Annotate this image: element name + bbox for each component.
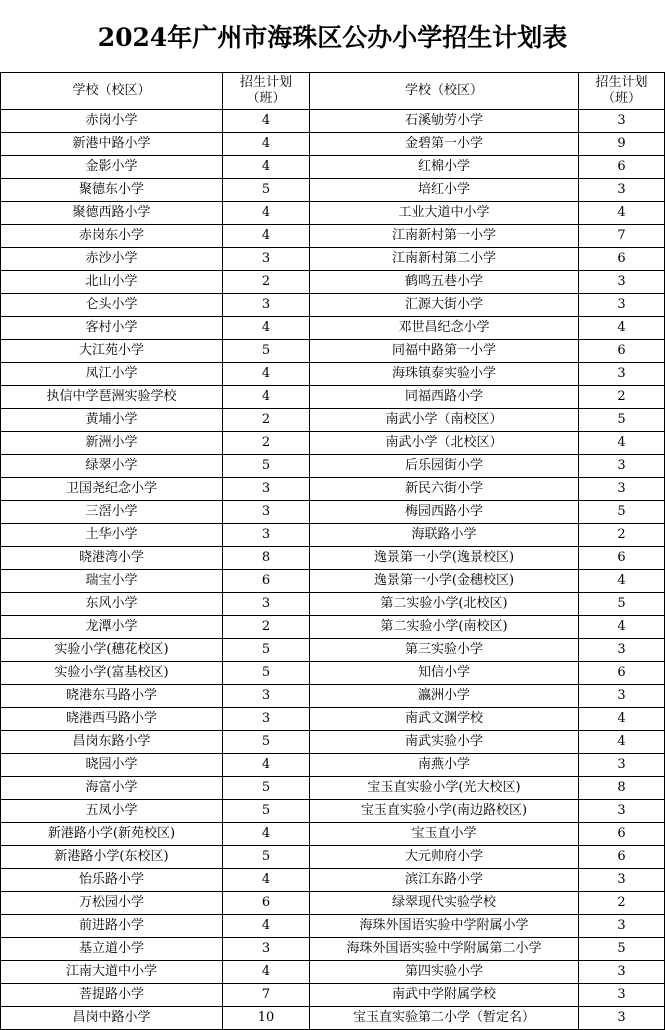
plan-left-cell: 6: [223, 892, 310, 915]
table-row: [1, 915, 665, 938]
school-right-cell: 宝玉直小学: [310, 823, 579, 846]
header-plan-left-line1: 招生计划: [239, 75, 292, 90]
school-right-cell: 南武小学（北校区）: [310, 432, 579, 455]
plan-left-cell: 5: [223, 662, 310, 685]
table-row: [1, 386, 665, 409]
school-right-cell: 南武文渊学校: [310, 708, 579, 731]
school-left-cell: 东风小学: [1, 593, 223, 616]
plan-right-cell: 6: [579, 846, 665, 869]
table-row: [1, 754, 665, 777]
table-header-row: [1, 73, 665, 110]
school-right-cell: 南燕小学: [310, 754, 579, 777]
school-left-cell: 晓园小学: [1, 754, 223, 777]
school-left-cell: 前进路小学: [1, 915, 223, 938]
plan-left-cell: 2: [223, 271, 310, 294]
table-row: [1, 593, 665, 616]
plan-right-cell: 8: [579, 777, 665, 800]
plan-left-cell: 5: [223, 777, 310, 800]
school-left-cell: 菩提路小学: [1, 984, 223, 1007]
school-left-cell: 昌岗中路小学: [1, 1007, 223, 1030]
school-left-cell: 新港中路小学: [1, 133, 223, 156]
school-left-cell: 仑头小学: [1, 294, 223, 317]
header-school-right: 学校（校区）: [310, 73, 579, 110]
school-left-cell: 海富小学: [1, 777, 223, 800]
plan-left-cell: 3: [223, 593, 310, 616]
school-left-cell: 卫国尧纪念小学: [1, 478, 223, 501]
table-row: [1, 961, 665, 984]
school-left-cell: 五凤小学: [1, 800, 223, 823]
plan-left-cell: 10: [223, 1007, 310, 1030]
plan-left-cell: 5: [223, 846, 310, 869]
table-row: [1, 547, 665, 570]
table-row: [1, 662, 665, 685]
school-left-cell: 新港路小学(新苑校区): [1, 823, 223, 846]
plan-left-cell: 3: [223, 501, 310, 524]
table-row: [1, 156, 665, 179]
table-row: [1, 938, 665, 961]
school-right-cell: 南武中学附属学校: [310, 984, 579, 1007]
school-right-cell: 逸景第一小学(逸景校区): [310, 547, 579, 570]
plan-right-cell: 4: [579, 317, 665, 340]
table-row: [1, 409, 665, 432]
school-left-cell: 晓港西马路小学: [1, 708, 223, 731]
school-right-cell: 宝玉直实验第二小学（暂定名）: [310, 1007, 579, 1030]
plan-left-cell: 4: [223, 133, 310, 156]
table-row: [1, 432, 665, 455]
school-right-cell: 海珠外国语实验中学附属第二小学: [310, 938, 579, 961]
school-left-cell: 新洲小学: [1, 432, 223, 455]
school-left-cell: 绿翠小学: [1, 455, 223, 478]
school-right-cell: 梅园西路小学: [310, 501, 579, 524]
plan-right-cell: 3: [579, 179, 665, 202]
school-left-cell: 昌岗东路小学: [1, 731, 223, 754]
school-left-cell: 大江苑小学: [1, 340, 223, 363]
school-left-cell: 基立道小学: [1, 938, 223, 961]
school-right-cell: 培红小学: [310, 179, 579, 202]
plan-right-cell: 4: [579, 731, 665, 754]
plan-right-cell: 3: [579, 294, 665, 317]
school-right-cell: 江南新村第二小学: [310, 248, 579, 271]
school-right-cell: 宝玉直实验小学(光大校区): [310, 777, 579, 800]
plan-left-cell: 5: [223, 340, 310, 363]
table-row: [1, 363, 665, 386]
school-right-cell: 江南新村第一小学: [310, 225, 579, 248]
school-left-cell: 凤江小学: [1, 363, 223, 386]
school-left-cell: 实验小学(穗花校区): [1, 639, 223, 662]
table-row: [1, 823, 665, 846]
plan-right-cell: 3: [579, 869, 665, 892]
table-row: [1, 639, 665, 662]
school-left-cell: 实验小学(富基校区): [1, 662, 223, 685]
school-right-cell: 第二实验小学(北校区): [310, 593, 579, 616]
plan-right-cell: 6: [579, 547, 665, 570]
header-plan-right: [579, 73, 665, 110]
plan-right-cell: 3: [579, 110, 665, 133]
plan-left-cell: 2: [223, 432, 310, 455]
table-row: [1, 800, 665, 823]
school-right-cell: 石溪劬劳小学: [310, 110, 579, 133]
school-right-cell: 鹤鸣五巷小学: [310, 271, 579, 294]
plan-left-cell: 3: [223, 708, 310, 731]
school-right-cell: 瀛洲小学: [310, 685, 579, 708]
plan-left-cell: 8: [223, 547, 310, 570]
plan-left-cell: 4: [223, 961, 310, 984]
school-left-cell: 赤岗小学: [1, 110, 223, 133]
plan-right-cell: 7: [579, 225, 665, 248]
school-right-cell: 南武小学（南校区）: [310, 409, 579, 432]
plan-right-cell: 9: [579, 133, 665, 156]
plan-left-cell: 2: [223, 409, 310, 432]
table-row: [1, 869, 665, 892]
plan-right-cell: 6: [579, 248, 665, 271]
table-row: [1, 616, 665, 639]
header-plan-right-line1: 招生计划: [595, 75, 648, 90]
plan-left-cell: 3: [223, 524, 310, 547]
school-left-cell: 晓港湾小学: [1, 547, 223, 570]
school-right-cell: 海珠镇泰实验小学: [310, 363, 579, 386]
header-school-left: 学校（校区）: [1, 73, 223, 110]
school-right-cell: 滨江东路小学: [310, 869, 579, 892]
plan-left-cell: 4: [223, 110, 310, 133]
plan-left-cell: 4: [223, 823, 310, 846]
page-title: 2024年广州市海珠区公办小学招生计划表: [97, 23, 568, 52]
table-row: [1, 501, 665, 524]
plan-right-cell: 3: [579, 478, 665, 501]
plan-right-cell: 6: [579, 662, 665, 685]
table-row: [1, 271, 665, 294]
plan-right-cell: 4: [579, 708, 665, 731]
header-plan-left-line2: （班）: [246, 91, 286, 106]
plan-right-cell: 5: [579, 501, 665, 524]
school-left-cell: 聚德东小学: [1, 179, 223, 202]
school-right-cell: 金碧第一小学: [310, 133, 579, 156]
plan-left-cell: 3: [223, 478, 310, 501]
plan-right-cell: 4: [579, 202, 665, 225]
school-right-cell: 第三实验小学: [310, 639, 579, 662]
plan-left-cell: 4: [223, 869, 310, 892]
plan-right-cell: 3: [579, 455, 665, 478]
header-plan-left: [223, 73, 310, 110]
table-row: [1, 455, 665, 478]
plan-left-cell: 3: [223, 248, 310, 271]
table-body: [1, 110, 665, 1030]
school-left-cell: 客村小学: [1, 317, 223, 340]
table-row: [1, 294, 665, 317]
plan-right-cell: 5: [579, 593, 665, 616]
school-right-cell: 同福中路第一小学: [310, 340, 579, 363]
plan-right-cell: 3: [579, 1007, 665, 1030]
plan-right-cell: 4: [579, 432, 665, 455]
table-row: [1, 570, 665, 593]
school-right-cell: 邓世昌纪念小学: [310, 317, 579, 340]
plan-left-cell: 4: [223, 317, 310, 340]
plan-right-cell: 4: [579, 616, 665, 639]
plan-left-cell: 3: [223, 294, 310, 317]
school-right-cell: 绿翠现代实验学校: [310, 892, 579, 915]
plan-left-cell: 4: [223, 202, 310, 225]
school-right-cell: 后乐园街小学: [310, 455, 579, 478]
table-row: [1, 892, 665, 915]
plan-right-cell: 5: [579, 938, 665, 961]
school-left-cell: 聚德西路小学: [1, 202, 223, 225]
school-left-cell: 怡乐路小学: [1, 869, 223, 892]
school-right-cell: 工业大道中小学: [310, 202, 579, 225]
plan-left-cell: 4: [223, 386, 310, 409]
plan-right-cell: 3: [579, 754, 665, 777]
school-right-cell: 大元帅府小学: [310, 846, 579, 869]
plan-right-cell: 3: [579, 685, 665, 708]
school-left-cell: 新港路小学(东校区): [1, 846, 223, 869]
table-row: [1, 110, 665, 133]
table-row: [1, 225, 665, 248]
plan-right-cell: 5: [579, 409, 665, 432]
enrollment-plan-table: [0, 72, 665, 1030]
school-right-cell: 宝玉直实验小学(南边路校区): [310, 800, 579, 823]
table-row: [1, 179, 665, 202]
table-row: [1, 524, 665, 547]
school-right-cell: 海联路小学: [310, 524, 579, 547]
plan-left-cell: 5: [223, 639, 310, 662]
plan-right-cell: 3: [579, 800, 665, 823]
table-row: [1, 317, 665, 340]
plan-left-cell: 3: [223, 938, 310, 961]
plan-right-cell: 3: [579, 915, 665, 938]
school-left-cell: 三滘小学: [1, 501, 223, 524]
school-left-cell: 万松园小学: [1, 892, 223, 915]
school-right-cell: 知信小学: [310, 662, 579, 685]
table-row: [1, 685, 665, 708]
plan-left-cell: 2: [223, 616, 310, 639]
table-row: [1, 846, 665, 869]
plan-left-cell: 5: [223, 455, 310, 478]
table-row: [1, 731, 665, 754]
plan-right-cell: 2: [579, 524, 665, 547]
plan-right-cell: 6: [579, 823, 665, 846]
plan-left-cell: 4: [223, 754, 310, 777]
plan-left-cell: 5: [223, 731, 310, 754]
plan-right-cell: 3: [579, 639, 665, 662]
plan-right-cell: 2: [579, 386, 665, 409]
table-row: [1, 984, 665, 1007]
school-right-cell: 海珠外国语实验中学附属小学: [310, 915, 579, 938]
school-left-cell: 北山小学: [1, 271, 223, 294]
plan-right-cell: 2: [579, 892, 665, 915]
plan-right-cell: 3: [579, 984, 665, 1007]
plan-left-cell: 6: [223, 570, 310, 593]
plan-right-cell: 6: [579, 340, 665, 363]
school-left-cell: 执信中学琶洲实验学校: [1, 386, 223, 409]
table-row: [1, 1007, 665, 1030]
school-right-cell: 第二实验小学(南校区): [310, 616, 579, 639]
school-left-cell: 江南大道中小学: [1, 961, 223, 984]
table-row: [1, 202, 665, 225]
school-left-cell: 龙潭小学: [1, 616, 223, 639]
plan-right-cell: 3: [579, 961, 665, 984]
plan-left-cell: 7: [223, 984, 310, 1007]
plan-left-cell: 4: [223, 363, 310, 386]
school-left-cell: 土华小学: [1, 524, 223, 547]
table-row: [1, 248, 665, 271]
table-row: [1, 478, 665, 501]
school-left-cell: 黄埔小学: [1, 409, 223, 432]
plan-right-cell: 3: [579, 271, 665, 294]
table-row: [1, 340, 665, 363]
school-right-cell: 红棉小学: [310, 156, 579, 179]
plan-left-cell: 4: [223, 156, 310, 179]
school-left-cell: 晓港东马路小学: [1, 685, 223, 708]
plan-right-cell: 4: [579, 570, 665, 593]
plan-right-cell: 3: [579, 363, 665, 386]
school-left-cell: 赤沙小学: [1, 248, 223, 271]
plan-left-cell: 5: [223, 800, 310, 823]
table-row: [1, 708, 665, 731]
table-row: [1, 777, 665, 800]
plan-left-cell: 3: [223, 685, 310, 708]
plan-left-cell: 4: [223, 225, 310, 248]
table-row: [1, 133, 665, 156]
plan-left-cell: 4: [223, 915, 310, 938]
plan-left-cell: 5: [223, 179, 310, 202]
plan-right-cell: 6: [579, 156, 665, 179]
school-right-cell: 逸景第一小学(金穗校区): [310, 570, 579, 593]
school-right-cell: 同福西路小学: [310, 386, 579, 409]
school-left-cell: 金影小学: [1, 156, 223, 179]
school-right-cell: 第四实验小学: [310, 961, 579, 984]
school-right-cell: 南武实验小学: [310, 731, 579, 754]
school-left-cell: 赤岗东小学: [1, 225, 223, 248]
school-right-cell: 汇源大街小学: [310, 294, 579, 317]
header-plan-right-line2: （班）: [601, 91, 641, 106]
school-left-cell: 瑞宝小学: [1, 570, 223, 593]
school-right-cell: 新民六街小学: [310, 478, 579, 501]
